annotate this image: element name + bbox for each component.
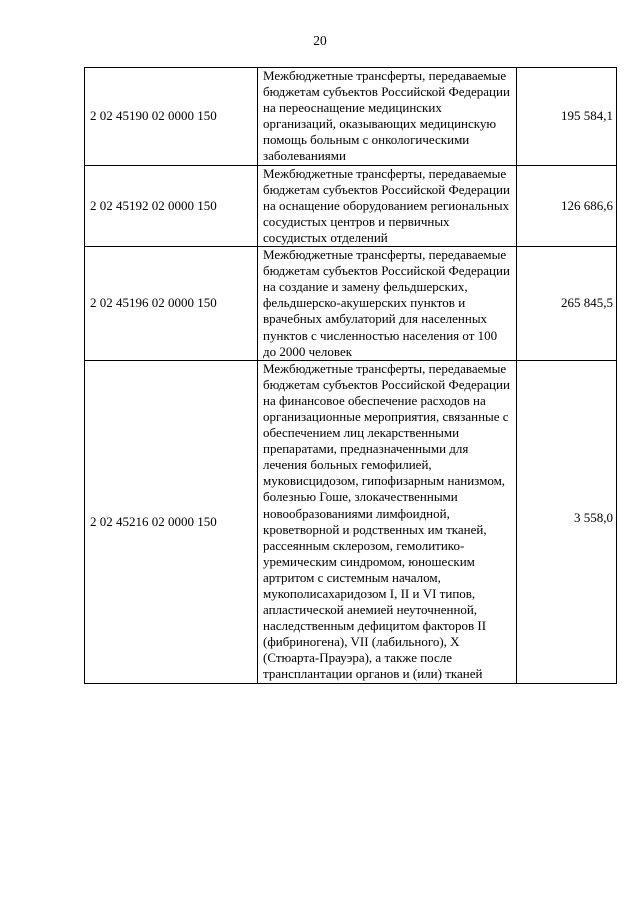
budget-table	[84, 67, 617, 684]
row-code: 2 02 45196 02 0000 150	[85, 247, 258, 361]
page-number: 20	[313, 33, 327, 48]
table-row	[85, 360, 617, 683]
row-description: Межбюджетные трансферты, передаваемые бюджетам субъектов Российской Федерации на переоснащение медицинских организаций, оказывающих медицинскую помощь больным с онкологическими заболеваниями	[258, 68, 517, 166]
row-code: 2 02 45190 02 0000 150	[85, 68, 258, 166]
row-amount: 126 686,6	[517, 165, 617, 246]
row-description: Межбюджетные трансферты, передаваемые бюджетам субъектов Российской Федерации на оснащение оборудованием региональных сосудистых центров и первичных сосудистых отделений	[258, 165, 517, 246]
row-amount: 265 845,5	[517, 247, 617, 361]
row-amount: 195 584,1	[517, 68, 617, 166]
table-row	[85, 68, 617, 166]
row-code: 2 02 45216 02 0000 150	[85, 360, 258, 683]
row-description: Межбюджетные трансферты, передаваемые бюджетам субъектов Российской Федерации на финансовое обеспечение расходов на организационные мероприятия, связанные с обеспечением лиц лекарственными препаратами, предназначенными для лечения больных гемофилией, муковисцидозом, гипофизарным нанизмом, болезнью Гоше, злокачественными новообразованиями лимфоидной, кроветворной и родственных им тканей, рассеянным склерозом, гемолитико-уремическим синдромом, юношеским артритом с системным началом, мукополисахаридозом I, II и VI типов, апластической анемией неуточненной, наследственным дефицитом факторов II (фибриногена), VII (лабильного), X (Стюарта-Прауэра), а также после трансплантации органов и (или) тканей	[258, 360, 517, 683]
table-row	[85, 247, 617, 361]
row-description: Межбюджетные трансферты, передаваемые бюджетам субъектов Российской Федерации на создание и замену фельдшерских, фельдшерско-акушерских пунктов и врачебных амбулаторий для населенных пунктов с численностью населения от 100 до 2000 человек	[258, 247, 517, 361]
row-code: 2 02 45192 02 0000 150	[85, 165, 258, 246]
table-row	[85, 165, 617, 246]
row-amount: 3 558,0	[517, 360, 617, 683]
